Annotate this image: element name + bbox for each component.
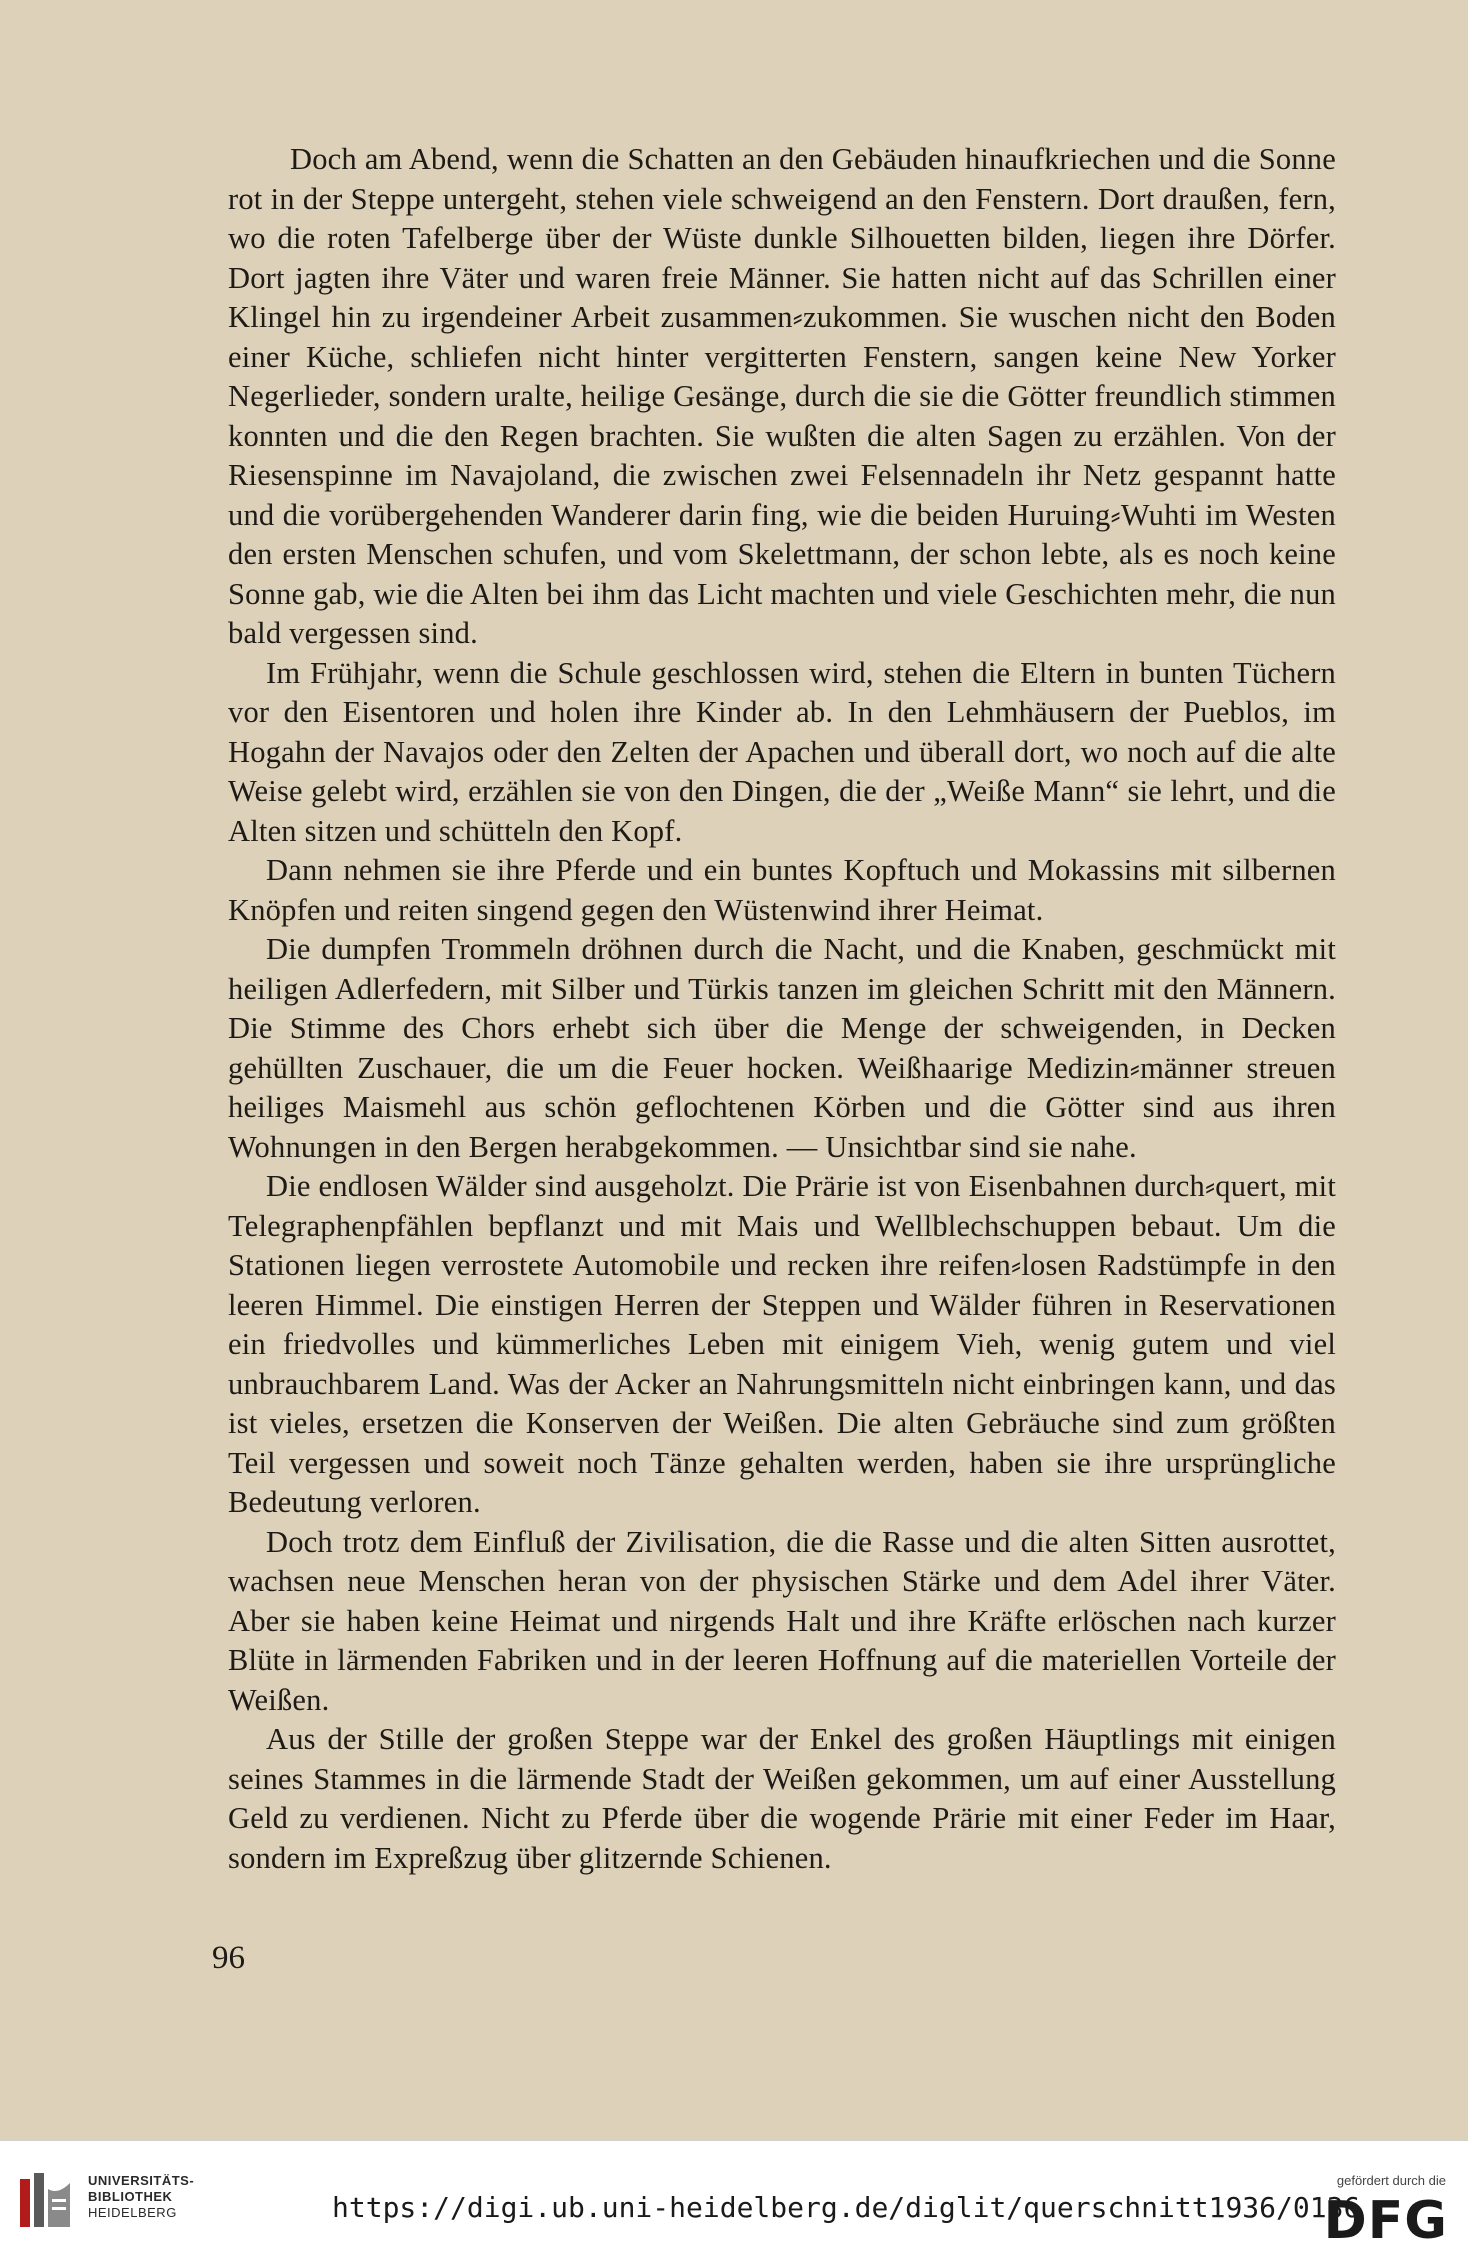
body-text [228,140,1336,1878]
paragraph-3: Dann nehmen sie ihre Pferde und ein buntes Kopftuch und Mokassins mit silbernen Knöpfen und reiten singend gegen den Wüstenwind ihrer Heimat. [228,853,1336,927]
library-name[interactable]: UNIVERSITÄTS- BIBLIOTHEK HEIDELBERG [88,2173,195,2220]
paragraph-2: Im Frühjahr, wenn die Schule geschlossen wird, stehen die Eltern in bunten Tüchern vor den Eisentoren und holen ihre Kinder ab. In den Lehmhäusern der Pueblos, im Hogahn der Navajos oder den Zelten der Apachen und überall dort, wo noch auf die alte Weise gelebt wird, erzählen sie von den Dingen, die der „Weiße Mann“ sie lehrt, und die Alten sitzen und schütteln den Kopf. [228,655,1336,848]
dfg-logo[interactable]: DFG [1323,2191,1448,2251]
footer-bar [0,2140,1468,2256]
funding-note: gefördert durch die [1336,2173,1446,2188]
permalink-url[interactable]: https://digi.ub.uni-heidelberg.de/diglit/querschnitt1936/0136 [332,2191,1361,2224]
paragraph-6: Doch trotz dem Einfluß der Zivilisation, die die Rasse und die alten Sitten ausrottet, wachsen neue Menschen heran von der physischen Stärke und dem Adel ihrer Väter. Aber sie haben keine Heimat und nirgends Halt und ihre Kräfte erlöschen nach kurzer Blüte in lärmenden Fabriken und in der leeren Hoffnung auf die materiellen Vorteile der Weißen. [228,1524,1336,1717]
paragraph-7: Aus der Stille der großen Steppe war der Enkel des großen Häuptlings mit einigen seines Stammes in die lärmende Stadt der Weißen gekommen, um auf einer Ausstellung Geld zu verdienen. Nicht zu Pferde über die wogende Prärie mit einer Feder im Haar, sondern im Expreßzug über glitzernde Schienen. [228,1722,1336,1875]
paragraph-5: Die endlosen Wälder sind ausgeholzt. Die Prärie ist von Eisenbahnen durch⸗quert, mit Telegraphenpfählen bepflanzt und mit Mais und Wellblechschuppen bebaut. Um die Stationen liegen verrostete Automobile und recken ihre reifen⸗losen Radstümpfe in den leeren Himmel. Die einstigen Herren der Steppen und Wälder führen in Reservationen ein friedvolles und kümmerliches Leben mit einigem Vieh, wenig gutem und viel unbrauchbarem Land. Was der Acker an Nahrungsmitteln nicht einbringen kann, und das ist vieles, ersetzen die Konserven der Weißen. Die alten Gebräuche sind zum größten Teil vergessen und soweit noch Tänze gehalten werden, haben sie ihre ursprüngliche Bedeutung verloren. [228,1169,1336,1519]
page-number: 96 [212,1940,245,1976]
paragraph-4: Die dumpfen Trommeln dröhnen durch die Nacht, und die Knaben, geschmückt mit heiligen Adlerfedern, mit Silber und Türkis tanzen im gleichen Schritt mit den Männern. Die Stimme des Chors erhebt sich über die Menge der schweigenden, in Decken gehüllten Zuschauer, die um die Feuer hocken. Weißhaarige Medizin⸗männer streuen heiliges Maismehl aus schön geflochtenen Körben und die Götter sind aus ihren Wohnungen in den Bergen herabgekommen. — Unsichtbar sind sie nahe. [228,932,1336,1164]
paragraph-1: Doch am Abend, wenn die Schatten an den Gebäuden hinaufkriechen und die Sonne rot in der Steppe untergeht, stehen viele schweigend an den Fenstern. Dort draußen, fern, wo die roten Tafelberge über der Wüste dunkle Silhouetten bilden, liegen ihre Dörfer. Dort jagten ihre Väter und waren freie Männer. Sie hatten nicht auf das Schrillen einer Klingel hin zu irgendeiner Arbeit zusammen⸗zukommen. Sie wuschen nicht den Boden einer Küche, schliefen nicht hinter vergitterten Fenstern, sangen keine New Yorker Negerlieder, sondern uralte, heilige Gesänge, durch die sie die Götter freundlich stimmen konnten und die den Regen brachten. Sie wußten die alten Sagen zu erzählen. Von der Riesenspinne im Navajoland, die zwischen zwei Felsennadeln ihr Netz gespannt hatte und die vorübergehenden Wanderer darin fing, wie die beiden Huruing⸗Wuhti im Westen den ersten Menschen schufen, und vom Skelettmann, der schon lebte, als es noch keine Sonne gab, wie die Alten bei ihm das Licht machten und viele Geschichten mehr, die nun bald vergessen sind. [228,142,1336,650]
university-library-logo-icon [14,2169,78,2233]
